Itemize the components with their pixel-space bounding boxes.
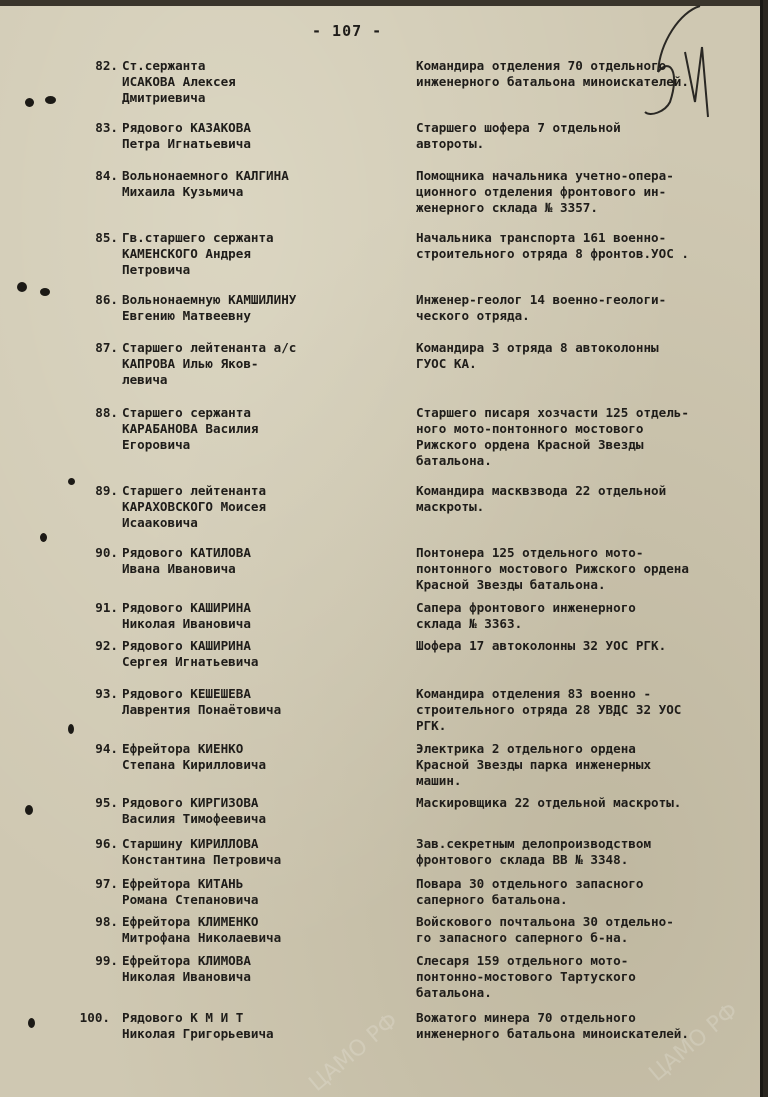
description-line: го запасного саперного б-на. bbox=[416, 930, 629, 945]
punch-hole-icon bbox=[25, 805, 33, 815]
watermark: ЦАМО РФ bbox=[644, 998, 744, 1087]
position-description bbox=[416, 168, 674, 216]
description-line: автороты. bbox=[416, 136, 485, 151]
recipient-name bbox=[122, 340, 296, 388]
description-line: строительного отряда 28 УВДС 32 УОС bbox=[416, 702, 682, 717]
position-description bbox=[416, 836, 651, 868]
entry-number: 100. bbox=[79, 1010, 110, 1025]
position-description bbox=[416, 795, 681, 811]
punch-hole-icon bbox=[45, 96, 56, 104]
name-line: Романа Степановича bbox=[122, 892, 259, 907]
name-line: Петровича bbox=[122, 262, 191, 277]
description-line: женерного склада № 3357. bbox=[416, 200, 598, 215]
description-line: Маскировщика 22 отдельной маскроты. bbox=[416, 795, 682, 810]
watermark: ЦАМО РФ bbox=[304, 1008, 404, 1097]
description-line: Зав.секретным делопроизводством bbox=[416, 836, 652, 851]
name-line: КАРАХОВСКОГО Моисея bbox=[122, 499, 267, 514]
name-line: Вольнонаемную КАМШИЛИНУ bbox=[122, 292, 297, 307]
name-line: Ивана Ивановича bbox=[122, 561, 236, 576]
entry-number: 95. bbox=[95, 795, 118, 810]
name-line: Рядового КАШИРИНА bbox=[122, 638, 251, 653]
position-description bbox=[416, 638, 666, 654]
entry-number: 86. bbox=[95, 292, 118, 307]
punch-hole-icon bbox=[25, 98, 34, 107]
name-line: Ефрейтора КЛИМОВА bbox=[122, 953, 251, 968]
punch-hole-icon bbox=[68, 724, 74, 734]
entry-number: 84. bbox=[95, 168, 118, 183]
name-line: Исааковича bbox=[122, 515, 198, 530]
name-line: Старшего лейтенанта а/с bbox=[122, 340, 297, 355]
entry-number: 88. bbox=[95, 405, 118, 420]
entry-number: 82. bbox=[95, 58, 118, 73]
recipient-name bbox=[122, 953, 251, 985]
description-line: Инженер-геолог 14 военно-геологи- bbox=[416, 292, 667, 307]
entry-number: 94. bbox=[95, 741, 118, 756]
position-description bbox=[416, 741, 651, 789]
name-line: Степана Кирилловича bbox=[122, 757, 267, 772]
name-line: Петра Игнатьевича bbox=[122, 136, 251, 151]
description-line: РГК. bbox=[416, 718, 447, 733]
recipient-name bbox=[122, 914, 281, 946]
name-line: Ефрейтора КИТАНЬ bbox=[122, 876, 244, 891]
recipient-name bbox=[122, 836, 281, 868]
name-line: Сергея Игнатьевича bbox=[122, 654, 259, 669]
name-line: Василия Тимофеевича bbox=[122, 811, 267, 826]
position-description bbox=[416, 292, 666, 324]
recipient-name bbox=[122, 686, 281, 718]
entry-number: 98. bbox=[95, 914, 118, 929]
position-description bbox=[416, 405, 689, 469]
page-number: - 107 - bbox=[312, 22, 383, 40]
entry-number: 85. bbox=[95, 230, 118, 245]
description-line: батальона. bbox=[416, 985, 492, 1000]
entry-number: 90. bbox=[95, 545, 118, 560]
position-description bbox=[416, 120, 621, 152]
punch-hole-icon bbox=[28, 1018, 35, 1028]
description-line: инженерного батальона миноискателей. bbox=[416, 1026, 689, 1041]
description-line: фронтового склада ВВ № 3348. bbox=[416, 852, 629, 867]
description-line: Начальника транспорта 161 военно- bbox=[416, 230, 667, 245]
name-line: Старшего лейтенанта bbox=[122, 483, 267, 498]
recipient-name bbox=[122, 483, 266, 531]
name-line: Рядового КАШИРИНА bbox=[122, 600, 251, 615]
name-line: Митрофана Николаевича bbox=[122, 930, 282, 945]
description-line: саперного батальона. bbox=[416, 892, 568, 907]
entry-number: 97. bbox=[95, 876, 118, 891]
name-line: Старшего сержанта bbox=[122, 405, 251, 420]
name-line: Рядового КАЗАКОВА bbox=[122, 120, 251, 135]
name-line: Рядового К М И Т bbox=[122, 1010, 244, 1025]
name-line: Ефрейтора КЛИМЕНКО bbox=[122, 914, 259, 929]
name-line: Гв.старшего сержанта bbox=[122, 230, 274, 245]
name-line: Рядового КЕШЕШЕВА bbox=[122, 686, 251, 701]
name-line: Рядового КАТИЛОВА bbox=[122, 545, 251, 560]
name-line: Ст.сержанта bbox=[122, 58, 206, 73]
description-line: Командира 3 отряда 8 автоколонны bbox=[416, 340, 659, 355]
position-description bbox=[416, 953, 636, 1001]
punch-hole-icon bbox=[40, 288, 50, 296]
punch-hole-icon bbox=[40, 533, 47, 542]
description-line: Слесаря 159 отдельного мото- bbox=[416, 953, 629, 968]
description-line: инженерного батальона миноискателей. bbox=[416, 74, 689, 89]
position-description bbox=[416, 914, 674, 946]
recipient-name bbox=[122, 168, 289, 200]
name-line: КАРАБАНОВА Василия bbox=[122, 421, 259, 436]
description-line: ческого отряда. bbox=[416, 308, 530, 323]
description-line: склада № 3363. bbox=[416, 616, 523, 631]
description-line: Красной Звезды батальона. bbox=[416, 577, 606, 592]
recipient-name bbox=[122, 741, 266, 773]
name-line: Михаила Кузьмича bbox=[122, 184, 244, 199]
description-line: батальона. bbox=[416, 453, 492, 468]
description-line: Войскового почтальона 30 отдельно- bbox=[416, 914, 674, 929]
name-line: Ефрейтора КИЕНКО bbox=[122, 741, 244, 756]
position-description bbox=[416, 876, 643, 908]
name-line: КАМЕНСКОГО Андрея bbox=[122, 246, 251, 261]
name-line: Николая Ивановича bbox=[122, 616, 251, 631]
recipient-name bbox=[122, 120, 251, 152]
name-line: Лаврентия Понаётовича bbox=[122, 702, 282, 717]
description-line: Помощника начальника учетно-опера- bbox=[416, 168, 674, 183]
position-description bbox=[416, 1010, 689, 1042]
description-line: Рижского ордена Красной Звезды bbox=[416, 437, 644, 452]
entry-number: 96. bbox=[95, 836, 118, 851]
punch-hole-icon bbox=[68, 478, 75, 485]
description-line: Красной Звезды парка инженерных bbox=[416, 757, 652, 772]
recipient-name bbox=[122, 58, 236, 106]
description-line: Сапера фронтового инженерного bbox=[416, 600, 636, 615]
description-line: Вожатого минера 70 отдельного bbox=[416, 1010, 636, 1025]
position-description bbox=[416, 340, 659, 372]
entry-number: 99. bbox=[95, 953, 118, 968]
description-line: машин. bbox=[416, 773, 462, 788]
name-line: Дмитриевича bbox=[122, 90, 206, 105]
description-line: Электрика 2 отдельного ордена bbox=[416, 741, 636, 756]
position-description bbox=[416, 483, 666, 515]
recipient-name bbox=[122, 230, 274, 278]
entry-number: 92. bbox=[95, 638, 118, 653]
description-line: ного мото-понтонного мостового bbox=[416, 421, 644, 436]
description-line: Командира отделения 70 отдельного bbox=[416, 58, 667, 73]
recipient-name bbox=[122, 638, 258, 670]
entry-number: 89. bbox=[95, 483, 118, 498]
position-description bbox=[416, 58, 689, 90]
description-line: понтонно-мостового Тартуского bbox=[416, 969, 636, 984]
description-line: Повара 30 отдельного запасного bbox=[416, 876, 644, 891]
description-line: строительного отряда 8 фронтов.УОС . bbox=[416, 246, 689, 261]
recipient-name bbox=[122, 876, 258, 908]
description-line: Шофера 17 автоколонны 32 УОС РГК. bbox=[416, 638, 667, 653]
recipient-name bbox=[122, 795, 266, 827]
entry-number: 93. bbox=[95, 686, 118, 701]
entry-number: 91. bbox=[95, 600, 118, 615]
description-line: Старшего шофера 7 отдельной bbox=[416, 120, 621, 135]
name-line: Егоровича bbox=[122, 437, 191, 452]
punch-hole-icon bbox=[17, 282, 27, 292]
description-line: Старшего писаря хозчасти 125 отдель- bbox=[416, 405, 689, 420]
description-line: ГУОС КА. bbox=[416, 356, 477, 371]
description-line: Командира масквзвода 22 отдельной bbox=[416, 483, 667, 498]
entry-number: 87. bbox=[95, 340, 118, 355]
name-line: Николая Григорьевича bbox=[122, 1026, 274, 1041]
position-description bbox=[416, 686, 681, 734]
recipient-name bbox=[122, 292, 296, 324]
position-description bbox=[416, 230, 689, 262]
description-line: маскроты. bbox=[416, 499, 485, 514]
name-line: левича bbox=[122, 372, 168, 387]
name-line: Константина Петровича bbox=[122, 852, 282, 867]
recipient-name bbox=[122, 545, 251, 577]
recipient-name bbox=[122, 1010, 274, 1042]
name-line: КАПРОВА Илью Яков- bbox=[122, 356, 259, 371]
description-line: Понтонера 125 отдельного мото- bbox=[416, 545, 644, 560]
name-line: Старшину КИРИЛЛОВА bbox=[122, 836, 259, 851]
entry-number: 83. bbox=[95, 120, 118, 135]
description-line: понтонного мостового Рижского ордена bbox=[416, 561, 689, 576]
position-description bbox=[416, 545, 689, 593]
name-line: Николая Ивановича bbox=[122, 969, 251, 984]
name-line: Вольнонаемного КАЛГИНА bbox=[122, 168, 289, 183]
description-line: ционного отделения фронтового ин- bbox=[416, 184, 667, 199]
name-line: ИСАКОВА Алексея bbox=[122, 74, 236, 89]
name-line: Рядового КИРГИЗОВА bbox=[122, 795, 259, 810]
position-description bbox=[416, 600, 636, 632]
recipient-name bbox=[122, 405, 258, 453]
description-line: Командира отделения 83 военно - bbox=[416, 686, 652, 701]
recipient-name bbox=[122, 600, 251, 632]
name-line: Евгению Матвеевну bbox=[122, 308, 251, 323]
